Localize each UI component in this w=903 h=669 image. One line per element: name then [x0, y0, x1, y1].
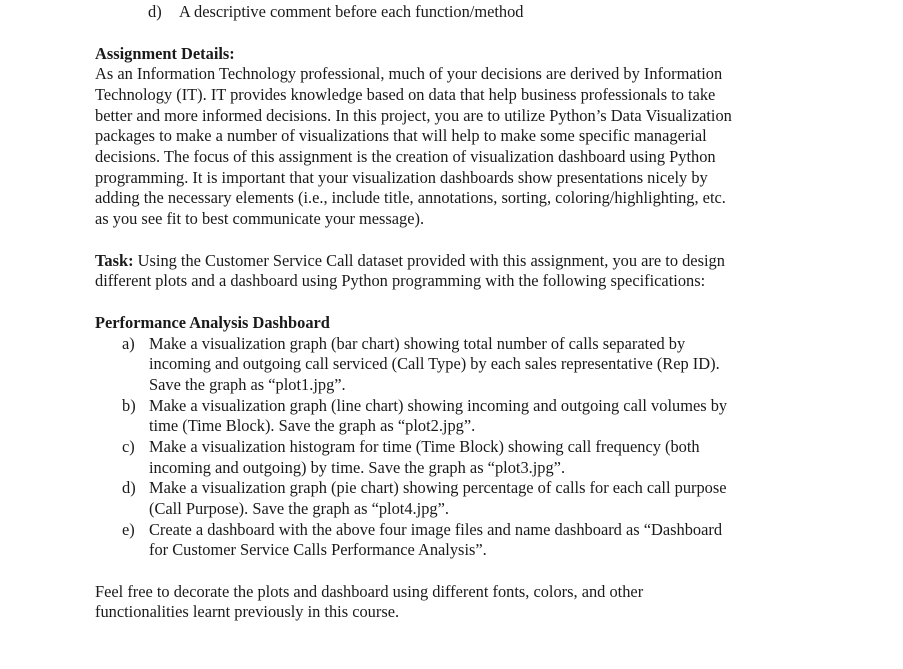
- list-item-line: time (Time Block). Save the graph as “plot2.jpg”.: [149, 416, 476, 435]
- list-item-line: incoming and outgoing) by time. Save the graph as “plot3.jpg”.: [149, 458, 566, 477]
- assignment-line: As an Information Technology professional, much of your decisions are derived by Information: [95, 64, 723, 83]
- task-text: Using the Customer Service Call dataset provided with this assignment, you are to design: [133, 251, 725, 270]
- assignment-line: programming. It is important that your visualization dashboards show presentations nicely by: [95, 168, 708, 187]
- task-line-2: different plots and a dashboard using Python programming with the following specifications:: [95, 271, 706, 290]
- list-marker: c): [122, 437, 135, 456]
- task-line-1: [95, 251, 725, 271]
- list-item-line: Make a visualization graph (line chart) showing incoming and outgoing call volumes by: [149, 396, 728, 415]
- closing-line: functionalities learnt previously in this course.: [95, 602, 400, 621]
- assignment-line: adding the necessary elements (i.e., include title, annotations, sorting, coloring/highlighting, etc.: [95, 188, 726, 207]
- assignment-line: decisions. The focus of this assignment is the creation of visualization dashboard using Python: [95, 147, 716, 166]
- list-item-line: Make a visualization histogram for time (Time Block) showing call frequency (both: [149, 437, 700, 456]
- list-item-line: for Customer Service Calls Performance Analysis”.: [149, 540, 487, 559]
- task-label: Task:: [95, 251, 134, 270]
- assignment-line: packages to make a number of visualizations that will help to make some specific managerial: [95, 126, 707, 145]
- list-marker: e): [122, 520, 135, 539]
- list-item-line: incoming and outgoing call serviced (Call Type) by each sales representative (Rep ID).: [149, 354, 720, 373]
- assignment-line: better and more informed decisions. In this project, you are to utilize Python’s Data Visualization: [95, 106, 732, 125]
- assignment-details-heading: Assignment Details:: [95, 44, 235, 63]
- top-list-item: [148, 2, 524, 22]
- closing-line: Feel free to decorate the plots and dashboard using different fonts, colors, and other: [95, 582, 644, 601]
- list-item-line: Make a visualization graph (pie chart) showing percentage of calls for each call purpose: [149, 478, 727, 497]
- list-item-line: Make a visualization graph (bar chart) showing total number of calls separated by: [149, 334, 686, 353]
- top-list-marker: d): [148, 2, 162, 21]
- dashboard-heading: Performance Analysis Dashboard: [95, 313, 330, 332]
- list-item-line: Create a dashboard with the above four image files and name dashboard as “Dashboard: [149, 520, 723, 539]
- list-marker: d): [122, 478, 136, 497]
- list-item-line: Save the graph as “plot1.jpg”.: [149, 375, 346, 394]
- assignment-line: as you see fit to best communicate your message).: [95, 209, 425, 228]
- top-list-text: A descriptive comment before each function/method: [178, 2, 524, 21]
- list-item-line: (Call Purpose). Save the graph as “plot4.jpg”.: [149, 499, 449, 518]
- assignment-line: Technology (IT). IT provides knowledge based on data that help business professionals to take: [95, 85, 716, 104]
- list-marker: a): [122, 334, 135, 353]
- list-marker: b): [122, 396, 136, 415]
